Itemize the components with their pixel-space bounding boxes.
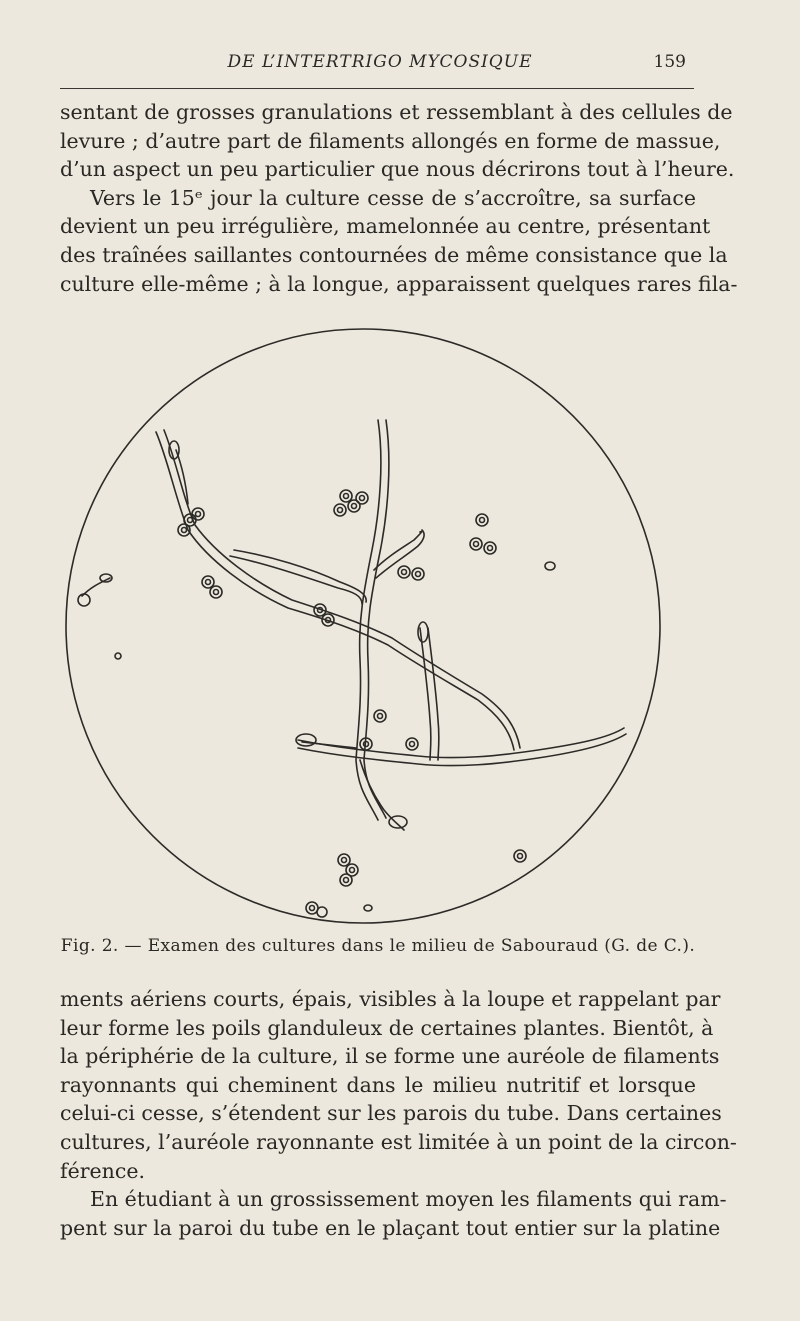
microscope-figure: [58, 320, 670, 932]
text-line: devient un peu irrégulière, mamelonnée au centre, présentant: [60, 214, 711, 239]
figure-caption: Fig. 2. — Examen des cultures dans le milieu de Sabouraud (G. de C.).: [60, 936, 696, 956]
text-line: d’un aspect un peu particulier que nous décrirons tout à l’heure.: [60, 157, 735, 182]
hypha-lower-left-branch: [360, 760, 407, 830]
text-line: des traînées saillantes contournées de même consistance que la: [60, 242, 728, 267]
text-line: leur forme les poils glanduleux de certaines plantes. Bientôt, à: [60, 1015, 714, 1040]
microscope-field-circle: [66, 329, 660, 923]
paragraph-top: [60, 98, 738, 298]
page-header: [60, 48, 700, 84]
text-line: sentant de grosses granulations et ressemblant à des cellules de: [60, 100, 733, 124]
running-title: DE L’INTERTRIGO MYCOSIQUE: [227, 52, 533, 72]
text-line: la périphérie de la culture, il se forme une auréole de filaments: [60, 1044, 720, 1069]
hypha-upper-right-branch: [374, 530, 424, 578]
text-line: levure ; d’autre part de filaments allongés en forme de massue,: [60, 128, 721, 153]
text-line: celui-ci cesse, s’étendent sur les parois du tube. Dans certaines: [60, 1101, 722, 1126]
text-line: culture elle-même ; à la longue, apparaissent quelques rares fila-: [60, 271, 738, 296]
page-number: 159: [653, 52, 686, 72]
spore-clusters: [178, 490, 526, 917]
text-line: rayonnants qui cheminent dans le milieu nutritif et lorsque: [60, 1072, 696, 1097]
text-line: Vers le 15ᵉ jour la culture cesse de s’accroître, sa surface: [90, 185, 696, 210]
hypha-right-vertical: [418, 622, 439, 760]
text-line: ments aériens courts, épais, visibles à la loupe et rappelant par: [60, 987, 721, 1011]
header-rule: [60, 88, 694, 89]
paragraph-bottom: [60, 985, 737, 1242]
text-line: En étudiant à un grossissement moyen les filaments qui ram-: [90, 1187, 727, 1212]
text-line: pent sur la paroi du tube en le plaçant tout entier sur la platine: [60, 1215, 721, 1240]
text-line: cultures, l’auréole rayonnante est limitée à un point de la circon-: [60, 1129, 737, 1154]
hypha-left-small: [78, 574, 112, 606]
text-line: férence.: [60, 1158, 145, 1183]
